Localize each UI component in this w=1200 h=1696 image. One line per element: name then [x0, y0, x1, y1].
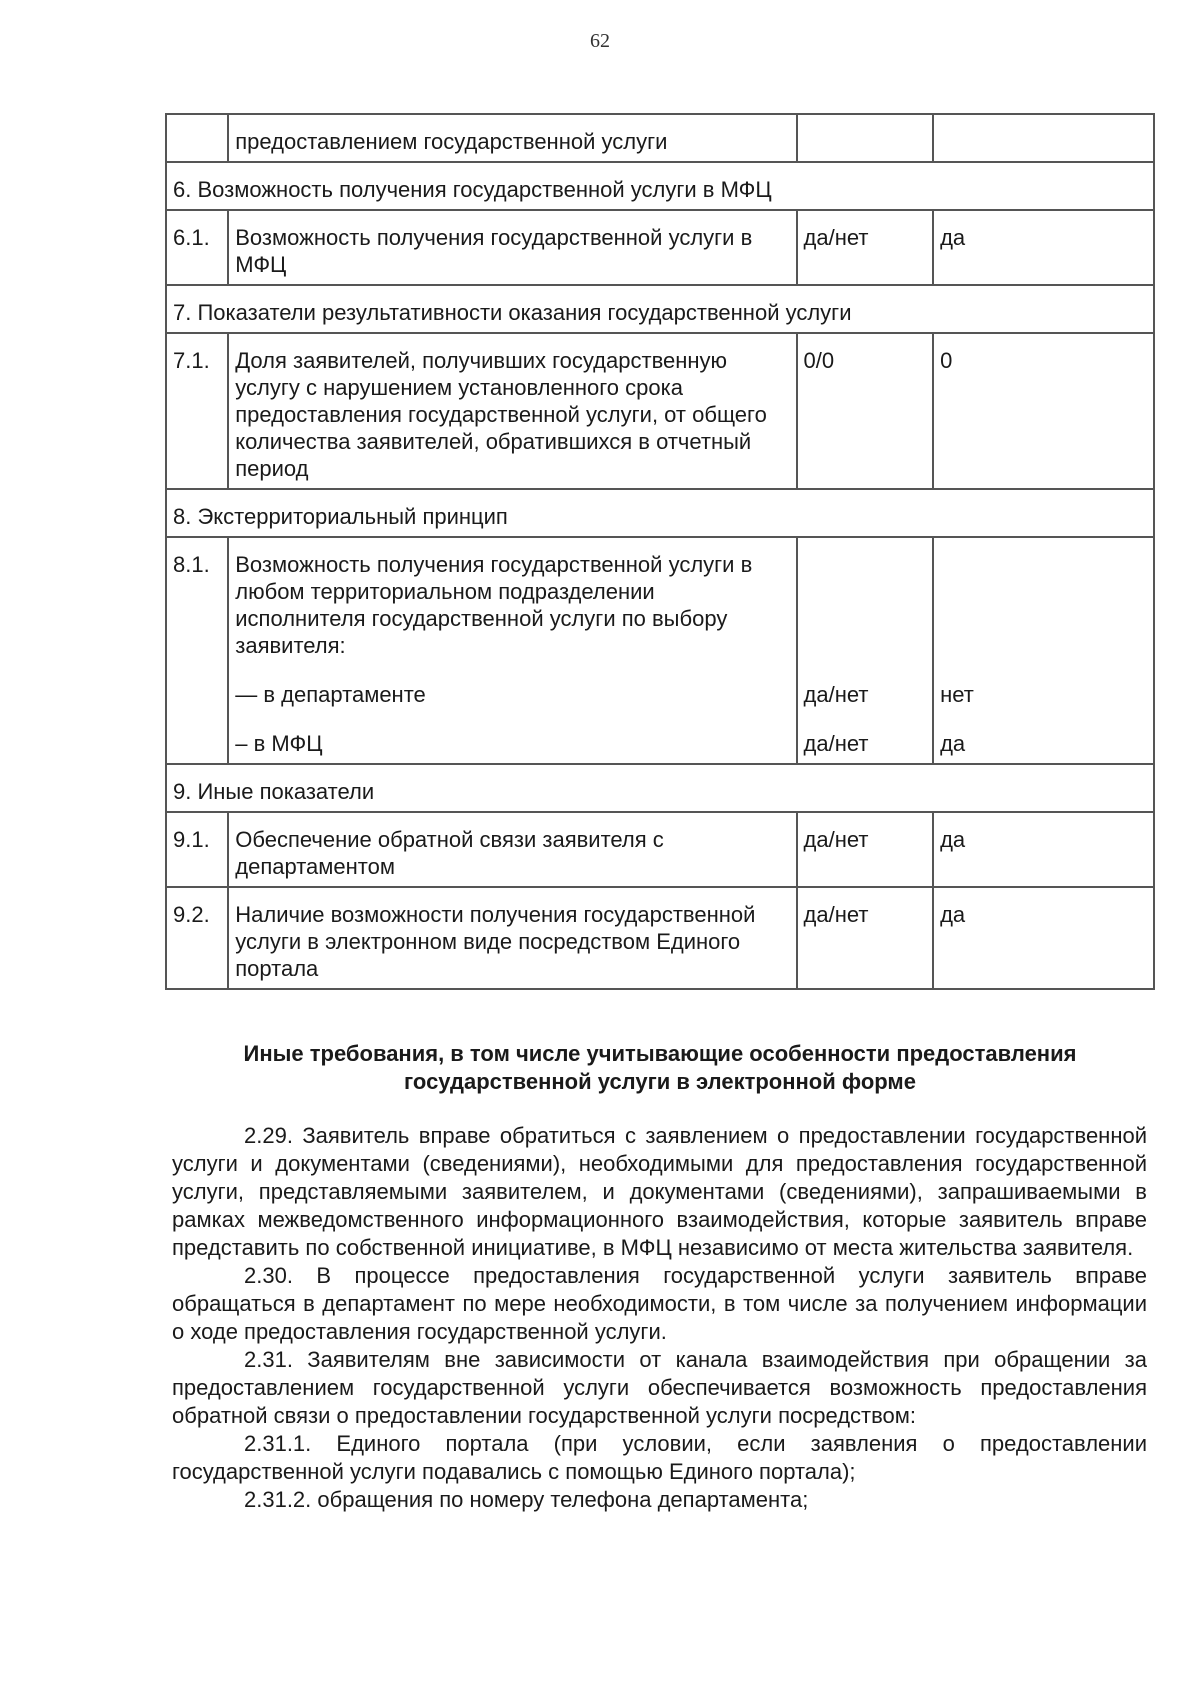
cell-description: Доля заявителей, получивших государственную услугу с нарушением установленного срока предоставления государственной услуги, от общего количества заявителей, обратившихся в отчетный период — [228, 333, 796, 489]
sub-value-mfc: да — [940, 731, 966, 756]
cell-value: да — [933, 812, 1154, 887]
cell-number: 6.1. — [166, 210, 228, 285]
table-row — [166, 210, 1154, 285]
cell-value — [933, 114, 1154, 162]
section-row — [166, 489, 1154, 537]
table-row — [166, 114, 1154, 162]
section-title: 6. Возможность получения государственной услуги в МФЦ — [166, 162, 1154, 210]
cell-unit: 0/0 — [797, 333, 934, 489]
cell-unit: да/нет — [797, 887, 934, 989]
cell-value: да — [933, 887, 1154, 989]
table-row — [166, 887, 1154, 989]
section-row — [166, 162, 1154, 210]
section-title: 8. Экстерриториальный принцип — [166, 489, 1154, 537]
cell-number — [166, 114, 228, 162]
sub-value-department: нет — [940, 682, 974, 707]
table-row — [166, 812, 1154, 887]
cell-description: Обеспечение обратной связи заявителя с департаментом — [228, 812, 796, 887]
cell-value — [933, 537, 1154, 764]
section-title: 9. Иные показатели — [166, 764, 1154, 812]
paragraph-2-30: 2.30. В процессе предоставления государственной услуги заявитель вправе обращаться в департамент по мере необходимости, в том числе за получением информации о ходе предоставления государственной услуги. — [172, 1263, 1147, 1344]
cell-description — [228, 537, 796, 764]
sub-unit-department: да/нет — [803, 682, 869, 707]
sub-item-department: — в департаменте — [235, 682, 426, 707]
section-row — [166, 764, 1154, 812]
cell-number: 7.1. — [166, 333, 228, 489]
cell-unit — [797, 114, 934, 162]
cell-number: 9.2. — [166, 887, 228, 989]
paragraph-2-31: 2.31. Заявителям вне зависимости от канала взаимодействия при обращении за предоставлением государственной услуги обеспечивается возможность предоставления обратной связи о предоставлении государственной услуги посредством: — [172, 1347, 1147, 1428]
table-row — [166, 537, 1154, 764]
cell-description: предоставлением государственной услуги — [228, 114, 796, 162]
body-text — [172, 1122, 1147, 1514]
row-description: Возможность получения государственной услуги в любом территориальном подразделении исполнителя государственной услуги по выбору заявителя: — [235, 552, 753, 658]
section-title: 7. Показатели результативности оказания государственной услуги — [166, 285, 1154, 333]
sub-unit-mfc: да/нет — [803, 731, 869, 756]
cell-number: 8.1. — [166, 537, 228, 764]
paragraph-2-31-1: 2.31.1. Единого портала (при условии, если заявления о предоставлении государственной услуги подавались с помощью Единого портала); — [172, 1431, 1147, 1484]
cell-unit: да/нет — [797, 210, 934, 285]
paragraph-2-29: 2.29. Заявитель вправе обратиться с заявлением о предоставлении государственной услуги и документами (сведениями), необходимыми для предоставления государственной услуги, представляемыми заявителем, и документами (сведениями), запрашиваемыми в рамках межведомственного информационного взаимодействия, которые заявитель вправе представить по собственной инициативе, в МФЦ независимо от места жительства заявителя. — [172, 1123, 1147, 1260]
page-number: 62 — [590, 30, 610, 52]
sub-item-mfc: – в МФЦ — [235, 731, 323, 756]
paragraph-2-31-2: 2.31.2. обращения по номеру телефона департамента; — [244, 1487, 809, 1512]
cell-value: да — [933, 210, 1154, 285]
table-row — [166, 333, 1154, 489]
cell-description: Наличие возможности получения государственной услуги в электронном виде посредством Единого портала — [228, 887, 796, 989]
indicators-table — [165, 113, 1155, 990]
section-row — [166, 285, 1154, 333]
cell-description: Возможность получения государственной услуги в МФЦ — [228, 210, 796, 285]
cell-value: 0 — [933, 333, 1154, 489]
section-heading: Иные требования, в том числе учитывающие особенности предоставления государственной услуги в электронной форме — [243, 1041, 1077, 1094]
cell-number: 9.1. — [166, 812, 228, 887]
cell-unit — [797, 537, 934, 764]
cell-unit: да/нет — [797, 812, 934, 887]
